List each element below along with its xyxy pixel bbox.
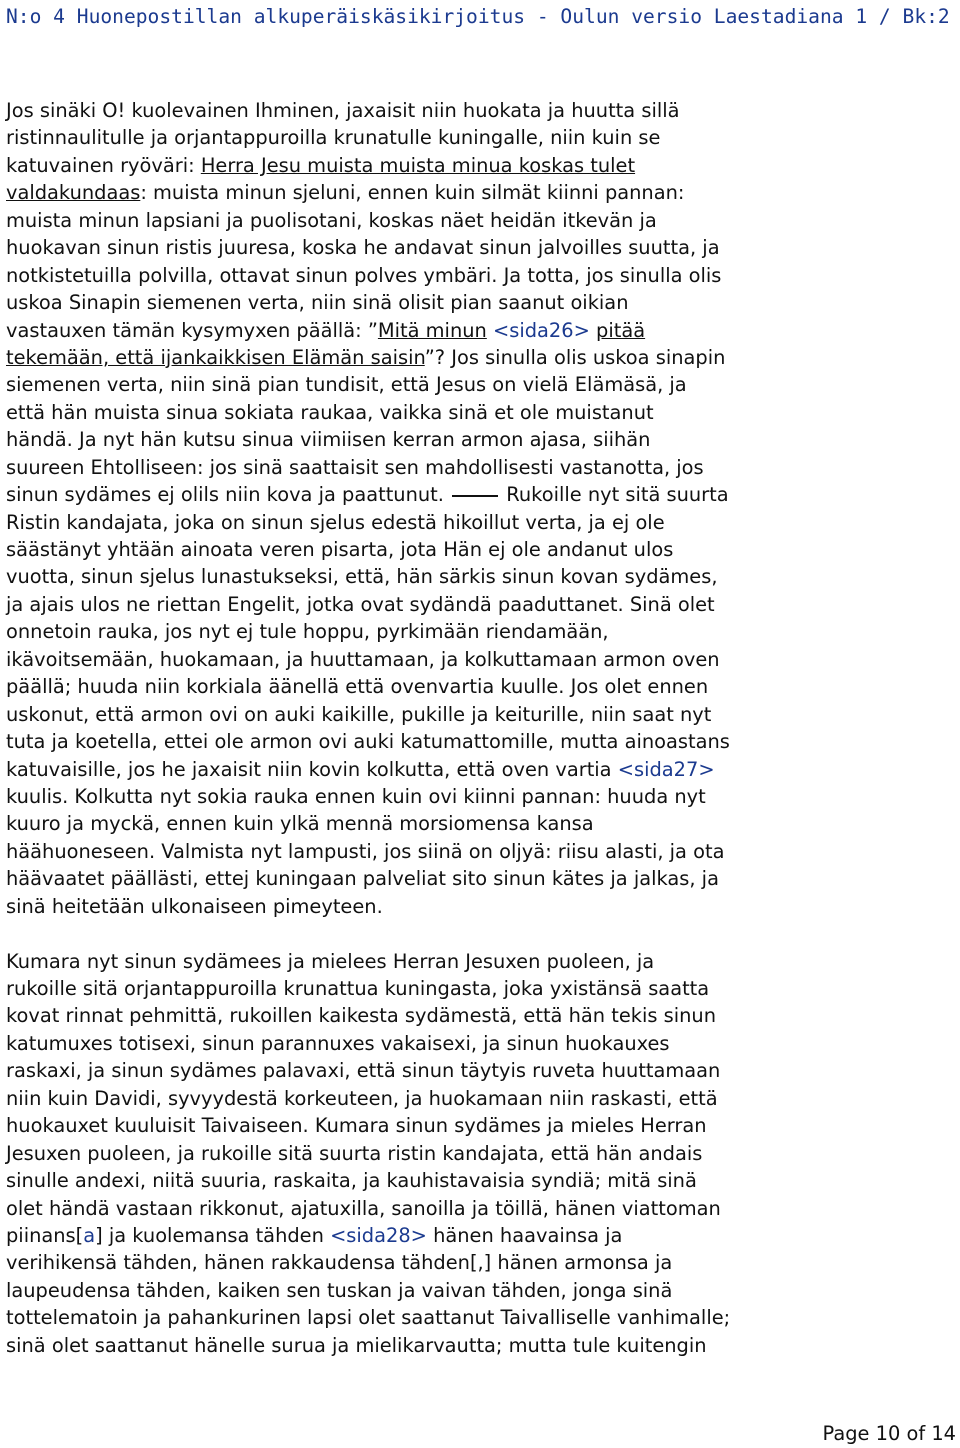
text-line bbox=[6, 371, 956, 398]
underlined-text: valdakundaas bbox=[6, 181, 141, 205]
text-line bbox=[6, 838, 956, 865]
text-segment: olet händä vastaan rikkonut, ajatuxilla, sanoilla ja töillä, hänen viattoman bbox=[6, 1196, 721, 1220]
text-line bbox=[6, 1057, 956, 1084]
text-line bbox=[6, 1304, 956, 1331]
underlined-text: tekemään, että ijankaikkisen Elämän saisin bbox=[6, 345, 425, 369]
text-segment: vuotta, sinun sjelus lunastukseksi, että, hän särkis sinun kovan sydämes, bbox=[6, 565, 718, 589]
text-segment: ikävoitsemään, huokamaan, ja huuttamaan, ja kolkuttamaan armon oven bbox=[6, 647, 720, 671]
page-marker: <sida26> bbox=[493, 318, 590, 342]
text-line bbox=[6, 1249, 956, 1276]
text-segment: uskonut, että armon ovi on auki kaikille, pukille ja keiturille, niin saat nyt bbox=[6, 702, 712, 726]
underlined-text: pitää bbox=[596, 318, 646, 342]
text-line bbox=[6, 262, 956, 289]
text-segment: muista minun lapsiani ja puolisotani, koskas näet heidän itkevän ja bbox=[6, 208, 657, 232]
text-segment: katuvaisille, jos he jaxaisit niin kovin kolkutta, että oven vartia bbox=[6, 757, 618, 781]
text-segment: vastauxen tämän kysymyxen päällä: ” bbox=[6, 318, 378, 342]
text-segment: laupeudensa tähden, kaiken sen tuskan ja vaivan tähden, jonga sinä bbox=[6, 1278, 673, 1302]
text-segment: Ristin kandajata, joka on sinun sjelus edestä hikoillut verta, ja ej ole bbox=[6, 510, 665, 534]
text-segment: katuvainen ryövärі: bbox=[6, 153, 201, 177]
text-segment: uskoa Sinapin siemenen verta, niin sinä olisit pian saanut oikian bbox=[6, 291, 629, 315]
text-segment: sinulle andexi, niitä suuria, raskaita, ja kauhistavaisia syndiä; mitä sinä bbox=[6, 1169, 697, 1193]
text-line bbox=[6, 618, 956, 645]
text-line bbox=[6, 399, 956, 426]
text-segment: ”? Jos sinulla olis uskoa sinapin bbox=[424, 345, 726, 369]
text-line bbox=[6, 454, 956, 481]
text-segment: onnetoin rauka, jos nyt ej tule hoppu, pyrkimään riendamään, bbox=[6, 620, 609, 644]
page-marker: a bbox=[83, 1223, 96, 1247]
page-marker: <sida27> bbox=[617, 757, 715, 781]
text-segment: rukoille sitä orjantappuroilla krunattua kuningasta, joka yxistänsä saatta bbox=[6, 977, 710, 1000]
text-line bbox=[6, 1030, 956, 1057]
text-segment: tuta ja koetella, ettei ole armon ovi auki katumattomille, mutta ainoastans bbox=[6, 730, 730, 754]
text-line bbox=[6, 948, 956, 975]
text-line bbox=[6, 975, 956, 1002]
text-line bbox=[6, 1112, 956, 1139]
text-segment: raskaxi, ja sinun sydämes palavaxi, että sinun täytyis ruveta huuttamaan bbox=[6, 1059, 721, 1083]
text-line bbox=[6, 509, 956, 536]
text-segment: sinä heitetään ulkonaiseen pimeyteen. bbox=[6, 894, 383, 918]
text-line bbox=[6, 152, 956, 179]
text-segment: suureen Ehtolliseen: jos sinä saattaisit sen mahdollisesti vastanotta, jos bbox=[6, 455, 704, 479]
text-line bbox=[6, 124, 956, 151]
text-segment: verihikensä tähden, hänen rakkaudensa tähden[,] hänen armonsa ja bbox=[6, 1251, 673, 1275]
text-segment: kuulis. Kolkutta nyt sokia rauka ennen kuin ovi kiinni pannan: huuda nyt bbox=[6, 784, 706, 808]
text-segment: huokauxet kuuluisit Taivaiseen. Kumara sinun sydämes ja mieles Herran bbox=[6, 1114, 707, 1138]
text-line bbox=[6, 591, 956, 618]
underlined-text: Mitä minun bbox=[377, 318, 487, 342]
text-line bbox=[6, 673, 956, 700]
text-segment: päällä; huuda niin korkiala äänellä että ovenvartia kuulle. Jos olet ennen bbox=[6, 675, 709, 699]
dash-rule bbox=[452, 495, 498, 497]
text-line bbox=[6, 97, 956, 124]
text-line bbox=[6, 1222, 956, 1249]
text-line bbox=[6, 563, 956, 590]
text-line bbox=[6, 756, 956, 783]
text-line bbox=[6, 893, 956, 920]
paragraph bbox=[6, 97, 956, 920]
text-segment: ja ajais ulos ne riettan Engelit, jotka ovat sydändä paaduttanet. Sinä olet bbox=[6, 592, 715, 616]
underlined-text: Herra Jesu muista muista minua koskas tulet bbox=[200, 153, 636, 177]
text-segment: häävaatet päällästi, ettej kuningaan palveliat sito sinun kätes ja jalkas, ja bbox=[6, 867, 719, 891]
text-line bbox=[6, 728, 956, 755]
text-segment: : muista minun sjeluni, ennen kuin silmät kiinni pannan: bbox=[140, 181, 685, 205]
text-line bbox=[6, 1167, 956, 1194]
text-line bbox=[6, 234, 956, 261]
paragraph bbox=[6, 948, 956, 1360]
text-line bbox=[6, 1002, 956, 1029]
text-segment: Jesuxen puoleen, ja rukoille sitä suurta ristin kandajata, että hän andais bbox=[6, 1141, 703, 1165]
text-line bbox=[6, 1140, 956, 1167]
document-header: N:o 4 Huonepostillan alkuperäiskäsikirjoitus - Oulun versio Laestadiana 1 / Bk:2 bbox=[6, 5, 950, 28]
page-marker: <sida28> bbox=[330, 1223, 427, 1247]
text-segment: sinä olet saattanut hänelle surua ja mielikarvautta; mutta tule kuitengin bbox=[6, 1333, 707, 1357]
text-line bbox=[6, 536, 956, 563]
text-line bbox=[6, 1195, 956, 1222]
text-segment: Kumara nyt sinun sydämees ja mielees Herran Jesuxen puoleen, ja bbox=[6, 949, 655, 973]
text-line bbox=[6, 289, 956, 316]
text-line bbox=[6, 701, 956, 728]
text-line bbox=[6, 810, 956, 837]
text-segment: häähuoneseen. Valmista nyt lampusti, jos siinä on oljyä: riisu alasti, ja ota bbox=[6, 839, 725, 863]
text-segment: Rukoille nyt sitä suurta bbox=[500, 483, 729, 507]
text-segment: notkistetuilla polvilla, ottavat sinun polves ymbäri. Ja totta, jos sinulla olis bbox=[6, 263, 722, 287]
text-segment: säästänyt yhtään ainoata veren pisarta, jota Hän ej ole andanut ulos bbox=[6, 538, 674, 561]
text-line bbox=[6, 646, 956, 673]
text-line bbox=[6, 344, 956, 371]
document-body bbox=[6, 97, 956, 1359]
text-line bbox=[6, 783, 956, 810]
text-segment: piinans[ bbox=[6, 1223, 84, 1247]
text-segment: ] ja kuolemansa tähden bbox=[95, 1223, 331, 1247]
text-line bbox=[6, 426, 956, 453]
text-line bbox=[6, 481, 956, 508]
text-segment: ristinnaulitulle ja orjantappuroilla krunatulle kuningalle, niin kuin se bbox=[6, 126, 661, 150]
text-segment: katumuxes totisexi, sinun parannuxes vakaisexi, ja sinun huokauxes bbox=[6, 1031, 670, 1055]
text-line bbox=[6, 317, 956, 344]
text-line bbox=[6, 865, 956, 892]
text-line bbox=[6, 1085, 956, 1112]
text-line bbox=[6, 179, 956, 206]
text-segment: kovat rinnat pehmittä, rukoillen kaikesta sydämestä, että hän tekis sinun bbox=[6, 1004, 717, 1028]
text-segment: Jos sinäki O! kuolevainen Ihminen, jaxaisit niin huokata ja huutta sillä bbox=[6, 99, 680, 122]
text-segment: että hän muista sinua sokiata raukaa, vaikka sinä et ole muistanut bbox=[6, 400, 654, 424]
text-segment: sinun sydämes ej olils niin kova ja paattunut. bbox=[6, 483, 451, 507]
text-line bbox=[6, 1277, 956, 1304]
text-segment: händä. Ja nyt hän kutsu sinua viimiisen kerran armon ajasa, siihän bbox=[6, 428, 651, 452]
text-segment: siemenen verta, niin sinä pian tundisit, että Jesus on vielä Elämäsä, ja bbox=[6, 373, 687, 397]
text-segment: niin kuin Davidi, syvyydestä korkeuteen, ja huokamaan niin raskasti, että bbox=[6, 1086, 718, 1110]
text-segment: hänen haavainsa ja bbox=[426, 1223, 623, 1247]
text-segment: kuuro ja myckä, ennen kuin ylkä mennä morsiomensa kansa bbox=[6, 812, 594, 836]
page-number: Page 10 of 14 bbox=[822, 1422, 956, 1445]
text-line bbox=[6, 207, 956, 234]
text-line bbox=[6, 1332, 956, 1359]
text-segment: tottelematoin ja pahankurinen lapsi olet saattanut Taivalliselle vanhimalle; bbox=[6, 1306, 731, 1330]
text-segment: huokavan sinun ristis juuresa, koska he andavat sinun jalvoilles suutta, ja bbox=[6, 236, 720, 260]
